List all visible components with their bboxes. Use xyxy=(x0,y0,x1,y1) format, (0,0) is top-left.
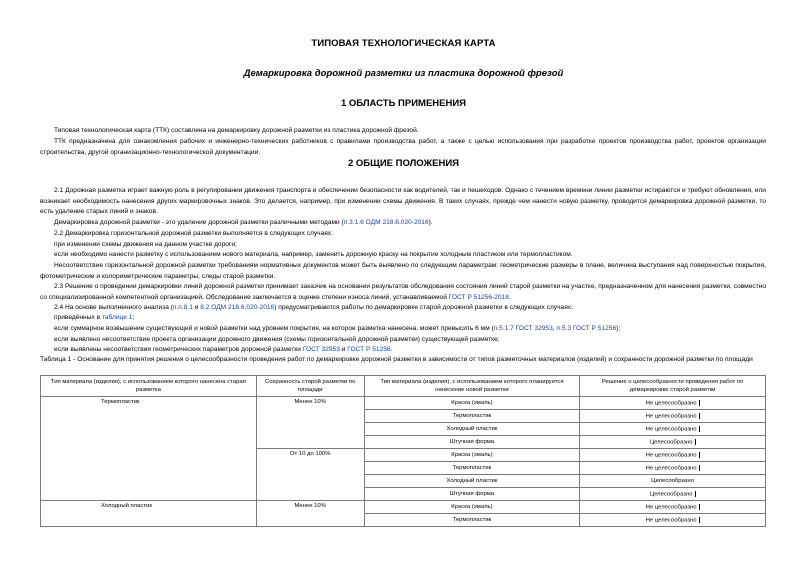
cursor-mark-icon xyxy=(699,413,700,419)
gost-32953-link[interactable]: ГОСТ 32953 xyxy=(302,346,340,353)
section-2-paragraph-nonconformity: Несоответствие горизонтальной дорожной разметки требованиям нормативных документов может быть выявлено по следующим параметрам: геометрические размеры в плане, величина выступания над поверхностью покрытия, фотометрические и колориметрические параметры, следы старой разметки. xyxy=(40,262,766,280)
cell-new-material: Термопластик xyxy=(364,514,580,527)
cell-old-material: Холодный пластик xyxy=(41,501,257,527)
section-1-heading: 1 ОБЛАСТЬ ПРИМЕНЕНИЯ xyxy=(340,98,467,109)
cell-decision: Целесообразно xyxy=(580,488,766,501)
cursor-mark-icon xyxy=(699,504,700,510)
decision-table xyxy=(40,375,766,527)
section-1-paragraph-2: ТТК предназначена для ознакомления рабочих и инженерно-технических работников с правилами производства работ, а также с целью использования при разработке проектов производства работ, проектов организации строительства, другой организационно-технологической документации. xyxy=(40,138,766,156)
section-2-list-item-2: если необходимо нанести разметку с использованием нового материала, например, заменить дорожную краску на покрытие холодным пластиком или термопластиком. xyxy=(54,251,573,258)
section-2-case-height: если суммарное возвышение существующей и новой разметки над уровнем покрытия, на которое разметка нанесена, может превысить 6 мм (п.5.1.7 ГОСТ 32953, п.5.3 ГОСТ Р 51256); xyxy=(54,325,621,332)
section-1-paragraph-1: Типовая технологическая карта (ТТК) составлена на демаркировку дорожной разметки из пластика дорожной фрезой. xyxy=(54,127,419,134)
cell-decision: Не целесообразно xyxy=(580,397,766,410)
cursor-mark-icon xyxy=(699,517,700,523)
cell-new-material: Краска (эмаль) xyxy=(364,397,580,410)
table-header-row xyxy=(41,376,766,397)
cell-decision: Не целесообразно xyxy=(580,514,766,527)
cell-preservation: Менее 10% xyxy=(256,501,364,527)
section-2-case-project: если выявлено несоответствие проекта организации дорожного движения (схемы горизонтальной дорожной разметки) существующей разметке; xyxy=(54,336,500,343)
document-title: ТИПОВАЯ ТЕХНОЛОГИЧЕСКАЯ КАРТА xyxy=(311,38,496,49)
gost-51256-link[interactable]: ГОСТ Р 51256 xyxy=(347,346,391,353)
gost-51256-2018-link[interactable]: ГОСТ Р 51256-2018 xyxy=(448,293,509,301)
cell-preservation: Менее 10% xyxy=(256,397,364,449)
odm-8-2-link[interactable]: 8.2 ОДМ 218.6.020-2016 xyxy=(200,304,275,311)
table-1-link[interactable]: таблице 1 xyxy=(101,314,133,321)
table-row xyxy=(41,501,766,514)
section-2-paragraph-2-2: 2.2 Демаркировка горизонтальной дорожной разметки выполняется в следующих случаях: xyxy=(54,230,333,237)
cell-decision: Не целесообразно xyxy=(580,449,766,462)
table-caption: Таблица 1 - Основание для принятия решения о целесообразности проведения работ по демаркировке дорожной разметки в зависимости от типов разметочных материалов (изделий) и сохранности дорожной разметки по площади xyxy=(40,356,753,363)
cell-new-material: Штучная форма xyxy=(364,436,580,449)
section-2-case-table: приведённых в таблице 1; xyxy=(54,314,135,321)
cell-old-material: Термопластик xyxy=(41,397,257,501)
cell-decision: Целесообразно xyxy=(580,475,766,488)
cell-decision: Не целесообразно xyxy=(580,462,766,475)
cell-decision: Не целесообразно xyxy=(580,423,766,436)
cell-new-material: Термопластик xyxy=(364,410,580,423)
cursor-mark-icon xyxy=(699,400,700,406)
cursor-mark-icon xyxy=(695,491,696,497)
cell-new-material: Термопластик xyxy=(364,462,580,475)
header-preservation: Сохранность старой разметки по площади xyxy=(256,376,364,397)
section-2-paragraph-2-3: 2.3 Решение о проведении демаркировки линий дорожной разметки принимает заказчик на основании результатов обследования состояния линий старой разметки на участке, предназначенном для нанесения разметки, совместно со специализированной компетентной организацией. Обследование заключается в оценке степени износа линий, устанавливаемой ГОСТ Р 51256-2018. xyxy=(40,283,766,301)
table-row xyxy=(41,397,766,410)
cell-new-material: Холодный пластик xyxy=(364,423,580,436)
section-2-case-geometry: если выявлены несоответствия геометрических параметров дорожной разметки ГОСТ 32953 и ГОСТ Р 51256. xyxy=(54,346,393,353)
header-decision: Решение о целесообразности проведения работ по демаркировке старой разметки xyxy=(580,376,766,397)
odm-link[interactable]: п.3.1.6 ОДМ 218.6.020-2016 xyxy=(343,219,429,226)
section-2-heading: 2 ОБЩИЕ ПОЛОЖЕНИЯ xyxy=(348,158,459,169)
cursor-mark-icon xyxy=(699,426,700,432)
header-old-material: Тип материала (изделия), с использованием которого нанесена старая разметка xyxy=(41,376,257,397)
section-2-definition: Демаркировка дорожной разметки - это удаление дорожной разметки различными методами (п.3.1.6 ОДМ 218.6.020-2016). xyxy=(54,219,433,226)
cursor-mark-icon xyxy=(699,465,700,471)
cell-decision: Не целесообразно xyxy=(580,410,766,423)
cell-preservation: От 10 до 100% xyxy=(256,449,364,501)
cell-decision: Целесообразно xyxy=(580,436,766,449)
gost-51256-53-link[interactable]: п.5.3 ГОСТ Р 51256 xyxy=(556,325,617,332)
cursor-mark-icon xyxy=(699,452,700,458)
document-subtitle: Демаркировка дорожной разметки из пластика дорожной фрезой xyxy=(243,68,564,79)
cell-new-material: Краска (эмаль) xyxy=(364,449,580,462)
cell-new-material: Краска (эмаль) xyxy=(364,501,580,514)
header-new-material: Тип материала (изделия), с использованием которого планируется нанесение новой разметки xyxy=(364,376,580,397)
cell-new-material: Штучная форма xyxy=(364,488,580,501)
section-2-paragraph-2-4: 2.4 На основе выполненного анализа (п.п.8.1 и 8.2 ОДМ 218.6.020-2016) предусматриваются работы по демаркировке старой дорожной разметки в следующих случаях: xyxy=(54,304,573,311)
cell-decision: Не целесообразно xyxy=(580,501,766,514)
section-2-paragraph-2-1: 2.1 Дорожная разметка играет важную роль в регулировании движения транспорта и обеспечении безопасности как водителей, так и пешеходов. Однако с течением времени линии разметки истираются и требуют обновления, или возникает необходимость нанесения других маркировочных знаков. Это делается, например, при изменении схемы движения. В таких случаях, прежде чем нанести новую разметку, проводится демаркировка дорожной разметки, то есть удаление старых линий и знаков. xyxy=(40,187,766,215)
gost-32953-517-link[interactable]: п.5.1.7 ГОСТ 32953 xyxy=(493,325,553,332)
odm-8-1-link[interactable]: п.п.8.1 xyxy=(172,304,193,311)
section-2-list-item-1: при изменении схемы движения на данном участке дороги; xyxy=(54,241,237,248)
cursor-mark-icon xyxy=(695,439,696,445)
cell-new-material: Холодный пластик xyxy=(364,475,580,488)
